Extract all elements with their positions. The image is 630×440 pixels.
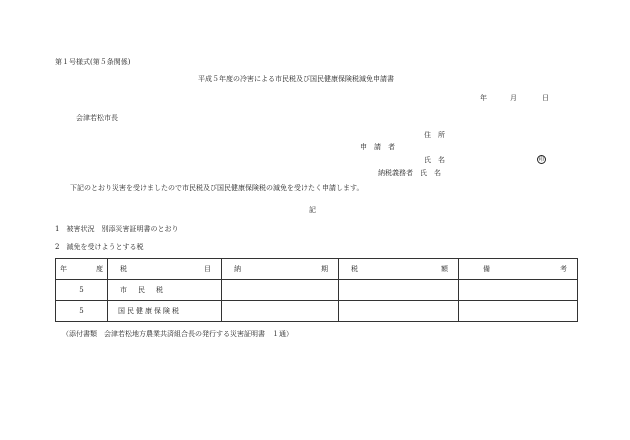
item-tax-target: 2 減免を受けようとする税 <box>55 243 144 251</box>
item-damage-status: 1 被害状況 別添災害証明書のとおり <box>55 225 179 233</box>
row-remarks[interactable] <box>459 280 578 301</box>
row-amount[interactable] <box>339 280 459 301</box>
row-paid[interactable] <box>222 301 339 322</box>
seal-mark: 印 <box>538 155 545 163</box>
row-tax: 市 民 税 <box>108 280 222 301</box>
form-number: 第１号様式(第５条関係) <box>55 58 131 66</box>
address-label: 住 所 <box>424 131 445 139</box>
body-text: 下記のとおり災害を受けましたので市民税及び国民健康保険税の減免を受けたく申請します。 <box>70 184 364 192</box>
row-amount[interactable] <box>339 301 459 322</box>
date-year: 年 <box>480 94 487 102</box>
header-amount: 税 額 <box>339 259 459 280</box>
addressee: 会津若松市長 <box>76 114 118 122</box>
table-row <box>56 301 578 322</box>
applicant-label: 申 請 者 <box>360 143 395 151</box>
tax-reduction-table <box>55 258 578 322</box>
header-remarks: 備 考 <box>459 259 578 280</box>
taxpayer-label: 納税義務者 氏 名 <box>378 169 441 177</box>
date-month: 月 <box>510 94 517 102</box>
header-paid: 納 期 <box>222 259 339 280</box>
table-row <box>56 280 578 301</box>
document-title: 平成５年度の冷害による市民税及び国民健康保険税減免申請書 <box>198 75 394 83</box>
header-year: 年 度 <box>56 259 108 280</box>
header-tax: 税 目 <box>108 259 222 280</box>
row-tax: 国民健康保険税 <box>108 301 222 322</box>
row-remarks[interactable] <box>459 301 578 322</box>
row-year: 5 <box>56 301 108 322</box>
row-paid[interactable] <box>222 280 339 301</box>
name-label: 氏 名 <box>424 156 445 164</box>
attachment-note: （添付書類 会津若松地方農業共済組合長の発行する災害証明書 １通） <box>62 330 293 338</box>
date-day: 日 <box>542 94 549 102</box>
table-header-row <box>56 259 578 280</box>
ki-mark: 記 <box>309 206 316 214</box>
row-year: 5 <box>56 280 108 301</box>
